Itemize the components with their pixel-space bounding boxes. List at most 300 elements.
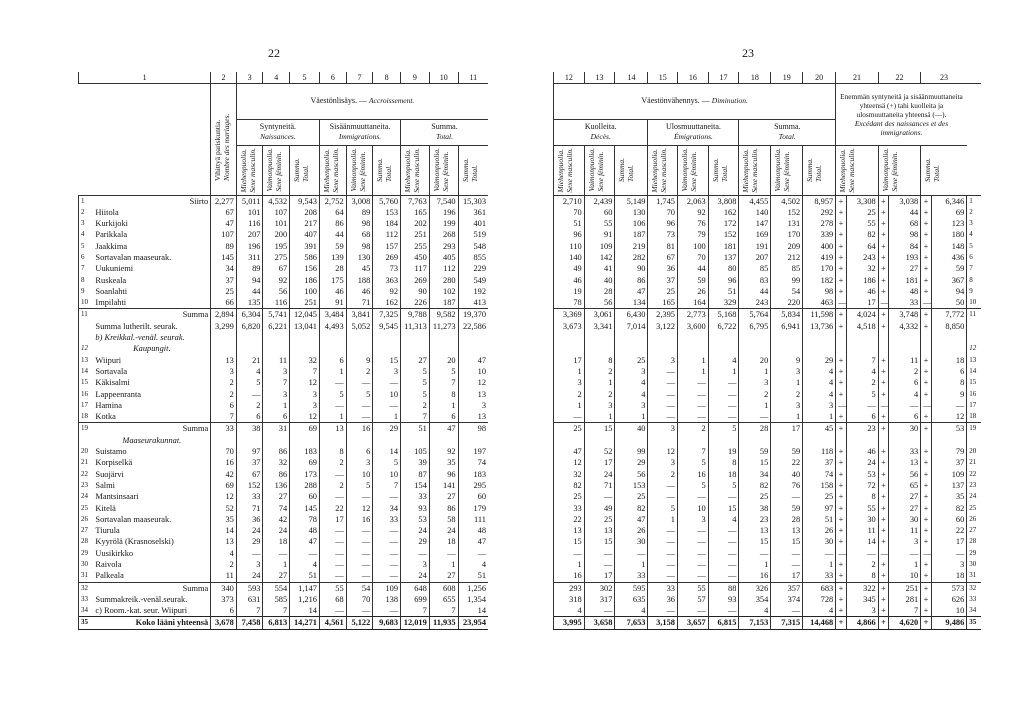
cell-value: — (346, 570, 373, 582)
cell-value: 281 (889, 594, 921, 605)
cell-value: 2,439 (584, 195, 615, 207)
sign-cell: + (836, 570, 847, 582)
cell-value: 4 (846, 366, 878, 377)
sign-cell: + (878, 582, 889, 594)
cell-value: — (346, 548, 373, 559)
cell-value: 86 (319, 218, 346, 229)
cell-value: — (708, 559, 739, 570)
cell-value: 5 (346, 389, 373, 400)
cell-value: 6,815 (708, 617, 739, 629)
sign-cell: + (921, 411, 932, 423)
cell-value: 137 (708, 252, 739, 263)
cell-value: 18 (708, 469, 739, 480)
cell-value: 57 (677, 594, 708, 605)
cell-value: 92 (429, 446, 458, 457)
cell-value: 98 (458, 423, 488, 435)
sign-cell: — (836, 297, 847, 309)
cell-value: 229 (458, 263, 488, 274)
cell-value: 24 (236, 570, 263, 582)
cell-value: 68 (889, 218, 921, 229)
cell-value: 2,773 (677, 309, 708, 321)
cell-value: 96 (708, 275, 739, 286)
cell-value (931, 343, 966, 354)
cell-value: 1 (615, 559, 648, 570)
subheader-female (677, 145, 708, 195)
sign-cell: + (836, 229, 847, 240)
cell-value: 5,834 (771, 309, 803, 321)
excess-header (836, 83, 967, 145)
cell-value: — (346, 525, 373, 536)
cell-value: 48 (889, 286, 921, 297)
sign-cell: + (836, 594, 847, 605)
sign-cell: + (878, 503, 889, 514)
cell-value: 94 (931, 286, 966, 297)
colnum: 15 (648, 72, 678, 83)
cell-value (739, 343, 771, 354)
cell-value: 4,866 (846, 617, 878, 629)
sub-label-fr: Sexe masculin. (847, 147, 857, 193)
cell-value (319, 332, 346, 343)
cell-value: 99 (771, 275, 803, 286)
sign-cell: + (921, 525, 932, 536)
cell-value: 33 (889, 446, 921, 457)
cell-value: 47 (290, 536, 320, 547)
sign-cell: + (921, 469, 932, 480)
cell-value: 10 (889, 570, 921, 582)
table-row (79, 605, 489, 617)
table-row (554, 605, 982, 617)
cell-value: 37 (931, 457, 966, 468)
sub-label-fr: Sexe féminin. (595, 151, 605, 192)
page-number-right: 23 (742, 46, 754, 60)
row-number: 28 (79, 536, 94, 547)
table-row (79, 332, 489, 343)
cell-value: 6 (211, 400, 237, 411)
cell-value: 2 (889, 366, 921, 377)
dead-label-fr: Décès. (590, 132, 611, 141)
cell-value: 25 (584, 514, 615, 525)
cell-value: 3 (739, 377, 771, 388)
marriages-label-fr: Nombre des mariages. (222, 113, 232, 181)
cell-value: 5 (401, 389, 430, 400)
cell-value: 16 (346, 423, 373, 435)
row-name: Kurkijoki (95, 219, 128, 229)
row-name: Kotka (95, 412, 116, 422)
cell-value: 130 (615, 207, 648, 218)
cell-value: 2 (846, 377, 878, 388)
row-number: 24 (79, 491, 94, 502)
cell-value: 33 (373, 514, 401, 525)
cell-value: 519 (458, 229, 488, 240)
row-number: 13 (967, 355, 981, 366)
cell-value: 30 (846, 514, 878, 525)
born-header (236, 119, 319, 145)
row-number: 30 (79, 559, 94, 570)
cell-value: 1,745 (648, 195, 678, 207)
subheader-sum-text (617, 158, 635, 182)
cell-value: 32 (554, 469, 585, 480)
sign-cell: + (921, 594, 932, 605)
decrease-header: Väestönvähennys. — Diminution. (554, 83, 836, 119)
cell-value: 1 (263, 400, 290, 411)
cell-value: 70 (211, 446, 237, 457)
cell-value: 109 (373, 582, 401, 594)
cell-value: 71 (584, 480, 615, 491)
row-number: 17 (967, 400, 981, 411)
cell-value: 51 (708, 286, 739, 297)
cell-value: 207 (236, 229, 263, 240)
table-row (79, 491, 489, 502)
cell-value: 573 (931, 582, 966, 594)
cell-value: — (708, 548, 739, 559)
row-number: 35 (79, 617, 94, 629)
cell-value: 23,954 (458, 617, 488, 629)
cell-value: 46 (554, 275, 585, 286)
cell-value: 93 (708, 594, 739, 605)
cell-value: 6 (346, 446, 373, 457)
row-name: Mantsinsaari (95, 492, 139, 502)
cell-value: — (319, 570, 346, 582)
cell-value: 184 (373, 218, 401, 229)
cell-value: 64 (846, 241, 878, 252)
subheader-male-text (838, 148, 856, 193)
cell-value: 391 (290, 241, 320, 252)
cell-value: 29 (803, 355, 836, 366)
cell-value: 2,277 (211, 195, 237, 207)
cell-value: 1 (429, 559, 458, 570)
cell-value: 4,518 (846, 321, 878, 332)
cell-value: 18 (931, 355, 966, 366)
cell-value: 268 (429, 229, 458, 240)
cell-value: 1,256 (458, 582, 488, 594)
cell-value: 91 (319, 297, 346, 309)
sign-cell: + (836, 195, 847, 207)
subheader-male-text (239, 148, 257, 193)
row-number: 13 (79, 355, 94, 366)
row-number (79, 321, 94, 332)
table-row (79, 377, 489, 388)
sign-cell: + (836, 503, 847, 514)
row-name: Tiurula (95, 526, 120, 536)
cell-value: 5,741 (263, 309, 290, 321)
cell-value: 20 (429, 355, 458, 366)
cell-value: — (319, 548, 346, 559)
cell-value: 193 (889, 252, 921, 263)
cell-value: 631 (236, 594, 263, 605)
cell-value: 9,582 (429, 309, 458, 321)
sign-cell: + (921, 389, 932, 400)
row-name: Hamina (95, 400, 122, 410)
subheader-male-text (741, 148, 759, 193)
cell-value: 169 (739, 229, 771, 240)
cell-value: 7 (429, 605, 458, 617)
cell-value: 70 (346, 594, 373, 605)
cell-value: — (708, 400, 739, 411)
cell-value: 87 (401, 469, 430, 480)
subheader-male-text (650, 148, 668, 193)
cell-value: 15 (708, 503, 739, 514)
cell-value: 38 (236, 423, 263, 435)
cell-value: 97 (803, 503, 836, 514)
sub-label: Summa. (710, 158, 720, 182)
row-number: 10 (79, 297, 94, 309)
row-number: 14 (79, 366, 94, 377)
cell-value: — (373, 525, 401, 536)
row-name: Kyyrölä (Krasnoselski) (95, 537, 174, 547)
cell-value: 37 (648, 275, 678, 286)
row-name: Kitelä (95, 503, 116, 513)
row-number (967, 321, 981, 332)
cell-value: 42 (263, 514, 290, 525)
cell-value: 4 (615, 605, 648, 617)
sign-cell: + (921, 309, 932, 321)
cell-value: 17 (771, 423, 803, 435)
sub-label: Miehenpuolia. (403, 148, 413, 193)
sign-cell: + (921, 446, 932, 457)
sign-cell: + (921, 321, 932, 332)
table-row (554, 446, 982, 457)
cell-value: 11 (889, 525, 921, 536)
cell-value: — (236, 389, 263, 400)
row-number: 33 (967, 594, 981, 605)
cell-value: 4 (615, 389, 648, 400)
table-row (79, 343, 489, 354)
cell-value: 4 (708, 355, 739, 366)
cell-value (931, 332, 966, 343)
cell-value: 340 (211, 582, 237, 594)
cell-value (648, 343, 678, 354)
cell-value: — (771, 605, 803, 617)
cell-value (677, 332, 708, 343)
cell-value: 322 (846, 582, 878, 594)
cell-value: 4 (739, 605, 771, 617)
cell-value: 699 (401, 594, 430, 605)
row-name: Summa (93, 309, 210, 321)
table-row (554, 617, 982, 629)
sign-cell: + (836, 605, 847, 617)
table-row (554, 435, 982, 446)
cell-value: 648 (401, 582, 430, 594)
sub-label: Miehenpuolia. (238, 148, 248, 193)
cell-value: 14,271 (290, 617, 320, 629)
row-number: 5 (79, 241, 94, 252)
cell-value: 25 (648, 286, 678, 297)
subheader-sum-text (375, 158, 393, 182)
cell-value: 8 (708, 457, 739, 468)
cell-value: 99 (615, 446, 648, 457)
cell-value: 7,153 (739, 617, 771, 629)
cell-value: 243 (846, 252, 878, 263)
dead-header (554, 119, 648, 145)
cell-value: 3,657 (677, 617, 708, 629)
cell-value: — (319, 377, 346, 388)
cell-value: 19 (708, 446, 739, 457)
cell-value (846, 343, 878, 354)
cell-value: 82 (615, 503, 648, 514)
cell-value: — (931, 400, 966, 411)
cell-value: 407 (290, 229, 320, 240)
cell-value: 3,678 (211, 617, 237, 629)
cell-value: 15 (771, 536, 803, 547)
cell-value: 34 (373, 503, 401, 514)
sign-cell: — (836, 400, 847, 411)
cell-value (263, 343, 290, 354)
table-row (79, 503, 489, 514)
sub-label-fr: Sexe masculin. (750, 147, 760, 193)
row-number: 33 (79, 594, 94, 605)
cell-value: 16 (346, 514, 373, 525)
sub-label: Miehenpuolia. (650, 148, 660, 193)
page-number-left: 22 (268, 46, 280, 60)
cell-value: 91 (584, 229, 615, 240)
cell-value: 59 (931, 263, 966, 274)
cell-value: 100 (677, 241, 708, 252)
cell-value: 44 (739, 286, 771, 297)
table-row (554, 355, 982, 366)
cell-value: 17 (846, 297, 878, 309)
cell-value (708, 343, 739, 354)
cell-value: 7 (889, 605, 921, 617)
cell-value: 81 (648, 241, 678, 252)
sub-label-fr: Total. (932, 164, 942, 182)
cell-value: 16 (677, 469, 708, 480)
cell-value: 4 (211, 548, 237, 559)
sign-cell: + (921, 275, 932, 286)
emig-label: Ulosmuuttaneita. (665, 122, 721, 131)
colnum: 19 (771, 72, 803, 83)
row-name: Summa (93, 582, 210, 594)
cell-value: — (346, 400, 373, 411)
subheader-male (554, 145, 585, 195)
cell-value: 2 (211, 389, 237, 400)
table-row (79, 309, 489, 321)
cell-value: 3 (554, 377, 585, 388)
cell-value: — (708, 377, 739, 388)
table-row (79, 355, 489, 366)
cell-value: 28 (584, 286, 615, 297)
subheader-female-text (773, 148, 791, 192)
cell-value: 67 (263, 263, 290, 274)
cell-value: 18 (263, 536, 290, 547)
cell-value: — (429, 548, 458, 559)
cell-value: 22 (931, 525, 966, 536)
cell-value: 56 (889, 469, 921, 480)
row-number: 26 (967, 514, 981, 525)
sign-cell: + (921, 559, 932, 570)
sign-cell: + (878, 321, 889, 332)
cell-value: 58 (429, 514, 458, 525)
cell-value (739, 435, 771, 446)
cell-value: 36 (648, 263, 678, 274)
cell-value: 35 (931, 491, 966, 502)
cell-value: 22 (771, 457, 803, 468)
emig-label-fr: Émigrations. (673, 132, 713, 141)
table-row (554, 457, 982, 468)
cell-value (584, 435, 615, 446)
table-row (79, 446, 489, 457)
cell-value: 1 (708, 366, 739, 377)
cell-value: 7 (429, 377, 458, 388)
row-number: 6 (79, 252, 94, 263)
row-number: 9 (967, 286, 981, 297)
row-name: Sortavalan maaseurak. (95, 252, 172, 262)
sign-cell: + (921, 480, 932, 491)
table-row (79, 207, 489, 218)
cell-value: 45 (346, 263, 373, 274)
cell-value: 60 (458, 491, 488, 502)
cell-value: 18 (429, 536, 458, 547)
cell-value: 5 (677, 480, 708, 491)
cell-value: 33 (803, 570, 836, 582)
cell-value: 255 (401, 241, 430, 252)
cell-value: 135 (236, 297, 263, 309)
cell-value: — (373, 548, 401, 559)
cell-value (263, 332, 290, 343)
cell-value: 3,995 (554, 617, 585, 629)
table-row (554, 366, 982, 377)
sign-cell: + (921, 286, 932, 297)
cell-value: 5,760 (373, 195, 401, 207)
cell-value: 47 (554, 446, 585, 457)
cell-value: 51 (458, 570, 488, 582)
subheader-female-text (432, 148, 450, 192)
cell-value: 179 (458, 503, 488, 514)
colnum: 22 (878, 72, 921, 83)
cell-value: 6,722 (708, 321, 739, 332)
cell-value: 275 (263, 252, 290, 263)
cell-value: 6 (236, 411, 263, 423)
cell-value: — (771, 559, 803, 570)
row-number: 10 (967, 297, 981, 309)
cell-value: 173 (290, 469, 320, 480)
subheader-female-text (587, 148, 605, 192)
table-row (79, 514, 489, 525)
cell-value: 29 (236, 536, 263, 547)
cell-value: 202 (401, 218, 430, 229)
sub-label-fr: Total. (719, 164, 729, 182)
cell-value: 3,808 (708, 195, 739, 207)
cell-value (803, 435, 836, 446)
cell-value: 110 (554, 241, 585, 252)
table-row (79, 297, 489, 309)
cell-value: 102 (429, 286, 458, 297)
cell-value: 37 (211, 275, 237, 286)
cell-value (615, 435, 648, 446)
row-number: 34 (967, 605, 981, 617)
sign-cell: + (878, 594, 889, 605)
sub-label-fr: Sexe féminin. (688, 151, 698, 192)
cell-value: 55 (846, 503, 878, 514)
table-row (79, 229, 489, 240)
cell-value: — (677, 605, 708, 617)
cell-value: 278 (803, 218, 836, 229)
subheader-sum-text (711, 158, 729, 182)
cell-value: 209 (771, 241, 803, 252)
cell-value: 68 (319, 594, 346, 605)
row-name: Suistamo (95, 447, 127, 457)
row-name: Ruskeala (95, 275, 127, 285)
cell-value: 7,540 (429, 195, 458, 207)
cell-value: 46 (846, 286, 878, 297)
cell-value: 13 (458, 389, 488, 400)
cell-value: — (739, 411, 771, 423)
cell-value: 6,221 (263, 321, 290, 332)
cell-value: 47 (458, 536, 488, 547)
cell-value: 86 (263, 469, 290, 480)
sign-cell: + (921, 457, 932, 468)
cell-value: 153 (615, 480, 648, 491)
sign-cell (878, 343, 889, 354)
